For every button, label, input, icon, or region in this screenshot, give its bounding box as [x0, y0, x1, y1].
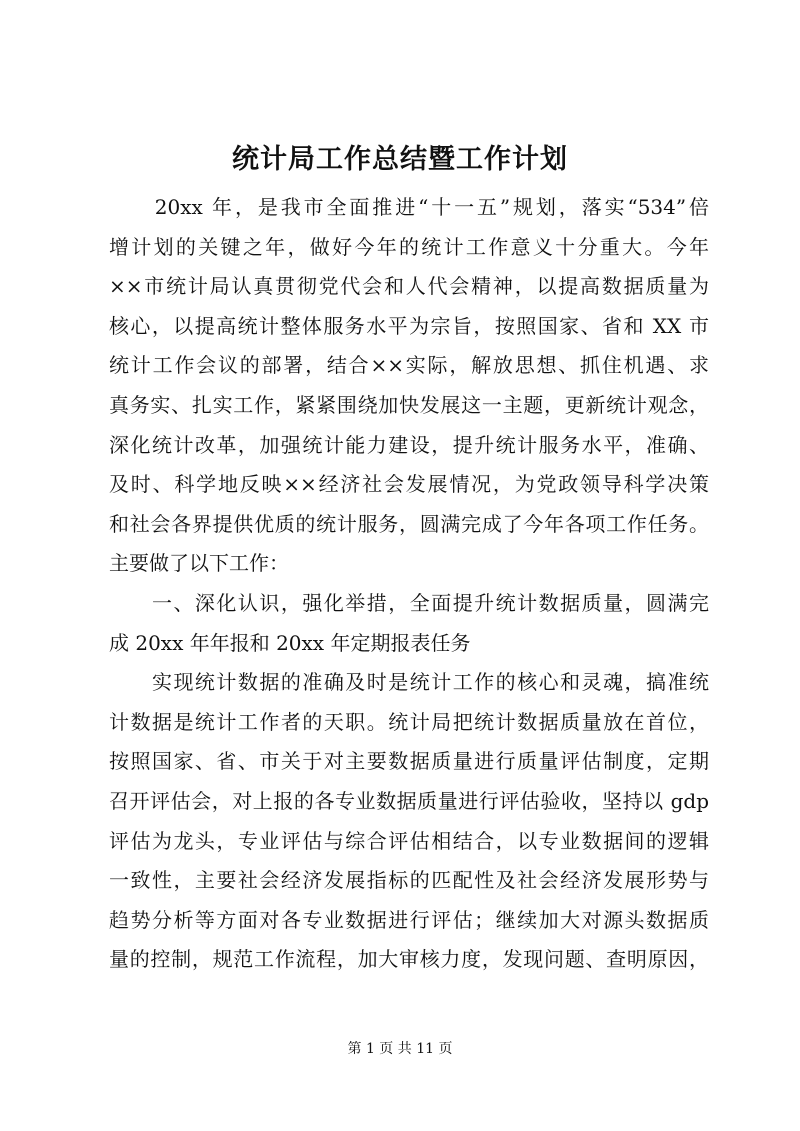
body-line: 增计划的关键之年，做好今年的统计工作意义十分重大。今年 [109, 234, 709, 259]
body-line: 量的控制，规范工作流程，加大审核力度，发现问题、查明原因， [109, 947, 709, 972]
body-line: 真务实、扎实工作，紧紧围绕加快发展这一主题，更新统计观念， [109, 392, 709, 417]
body-line: 实现统计数据的准确及时是统计工作的核心和灵魂，搞准统 [109, 670, 709, 695]
document-title: 统计局工作总结暨工作计划 [232, 144, 568, 175]
body-line: 20xx 年，是我市全面推进“十一五”规划，落实“534”倍 [109, 195, 709, 219]
document-body [109, 188, 709, 980]
body-line: 核心，以提高统计整体服务水平为宗旨，按照国家、省和 XX 市 [109, 313, 709, 338]
body-line: 评估为龙头，专业评估与综合评估相结合，以专业数据间的逻辑 [109, 828, 709, 853]
body-line: 主要做了以下工作： [109, 551, 289, 576]
page-number-footer: 第 1 页 共 11 页 [347, 1041, 453, 1057]
body-line: 深化统计改革，加强统计能力建设，提升统计服务水平，准确、 [109, 432, 709, 457]
body-line: 按照国家、省、市关于对主要数据质量进行质量评估制度，定期 [109, 749, 709, 774]
body-line: 趋势分析等方面对各专业数据进行评估；继续加大对源头数据质 [109, 907, 709, 932]
body-line: 一致性，主要社会经济发展指标的匹配性及社会经济发展形势与 [109, 868, 709, 893]
section-heading-line: 成 20xx 年年报和 20xx 年定期报表任务 [109, 630, 471, 655]
body-line: 及时、科学地反映××经济社会发展情况，为党政领导科学决策 [109, 472, 709, 497]
body-line: 召开评估会，对上报的各专业数据质量进行评估验收，坚持以 gdp [109, 788, 709, 813]
section-heading-line: 一、深化认识，强化举措，全面提升统计数据质量，圆满完 [109, 590, 709, 615]
body-line: 统计工作会议的部署，结合××实际，解放思想、抓住机遇、求 [109, 353, 709, 378]
body-line: 和社会各界提供优质的统计服务，圆满完成了今年各项工作任务。 [109, 511, 709, 536]
body-line: 计数据是统计工作者的天职。统计局把统计数据质量放在首位， [109, 709, 709, 734]
body-line: ××市统计局认真贯彻党代会和人代会精神，以提高数据质量为 [109, 274, 709, 299]
